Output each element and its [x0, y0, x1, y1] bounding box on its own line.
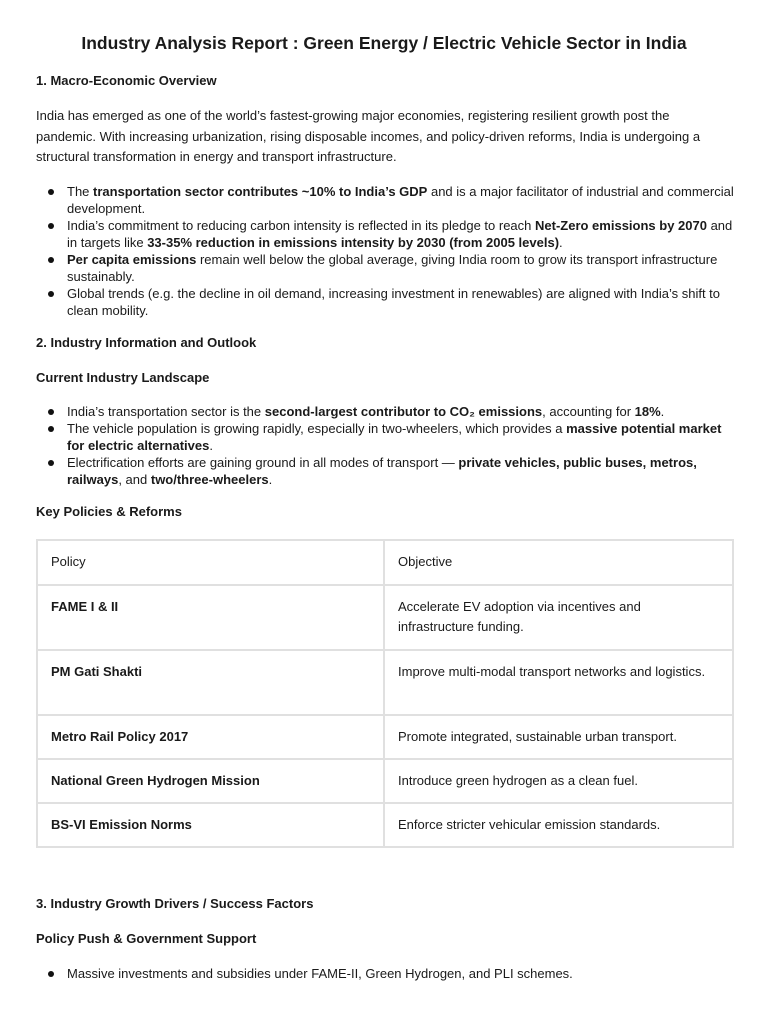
- policy-objective: Introduce green hydrogen as a clean fuel.: [384, 759, 733, 803]
- landscape-bullet-list: [36, 403, 736, 488]
- table-header-objective: Objective: [384, 540, 733, 585]
- text-run: , and: [118, 472, 151, 487]
- subheading-key-policies: Key Policies & Reforms: [36, 504, 182, 519]
- policy-objective: Accelerate EV adoption via incentives and infrastructure funding.: [384, 585, 733, 650]
- bold-text: 33-35% reduction in emissions intensity by 2030 (from 2005 levels): [147, 235, 560, 250]
- bold-text: transportation sector contributes ~10% to India’s GDP: [93, 184, 428, 199]
- text-run: The vehicle population is growing rapidly, especially in two-wheelers, which provides a: [67, 421, 567, 436]
- policy-name: National Green Hydrogen Mission: [37, 759, 384, 803]
- text-run: .: [209, 438, 213, 453]
- bold-text: massive potential market for electric alternatives: [67, 421, 722, 453]
- subheading-current-landscape: Current Industry Landscape: [36, 370, 210, 385]
- policy-name: FAME I & II: [37, 585, 384, 650]
- section-heading-macro: 1. Macro-Economic Overview: [36, 73, 217, 88]
- subheading-policy-push: Policy Push & Government Support: [36, 931, 257, 946]
- policy-objective: Improve multi-modal transport networks and logistics.: [384, 650, 733, 715]
- policy-objective: Promote integrated, sustainable urban transport.: [384, 715, 733, 759]
- text-run: Electrification efforts are gaining ground in all modes of transport —: [67, 455, 459, 470]
- list-item: [36, 454, 736, 488]
- text-run: .: [660, 404, 665, 419]
- text-run: .: [559, 235, 563, 250]
- bold-text: 18%: [634, 404, 661, 419]
- bold-text: Per capita emissions: [67, 252, 197, 267]
- text-run: Massive investments and subsidies under FAME-II, Green Hydrogen, and PLI schemes.: [67, 966, 573, 981]
- policy-table: [36, 539, 734, 848]
- policy-name: PM Gati Shakti: [37, 650, 384, 715]
- table-row: [37, 715, 733, 759]
- list-item: [36, 403, 736, 420]
- text-run: and in targets like: [67, 218, 733, 250]
- policy-name: Metro Rail Policy 2017: [37, 715, 384, 759]
- list-item: [36, 217, 736, 251]
- macro-bullet-list: [36, 183, 736, 319]
- policy-push-bullet-list: [36, 965, 736, 982]
- text-run: India’s commitment to reducing carbon intensity is reflected in its pledge to reach: [67, 218, 535, 233]
- text-run: , accounting for: [542, 404, 635, 419]
- macro-overview-paragraph: India has emerged as one of the world’s fastest-growing major economies, registering resilient growth post the pandemic. With increasing urbanization, rising disposable incomes, and policy-driven reforms, India is undergoing a structural transformation in energy and transport infrastructure.: [36, 108, 701, 164]
- report-title: Industry Analysis Report : Green Energy / Electric Vehicle Sector in India: [81, 33, 687, 53]
- section-heading-growth-drivers: 3. Industry Growth Drivers / Success Factors: [36, 896, 314, 911]
- text-run: The: [67, 184, 94, 199]
- table-row: [37, 650, 733, 715]
- table-row: [37, 803, 733, 847]
- policy-objective: Enforce stricter vehicular emission standards.: [384, 803, 733, 847]
- list-item: [36, 183, 736, 217]
- list-item: [36, 285, 736, 319]
- bold-text: second-largest contributor to CO₂ emissions: [264, 404, 543, 419]
- text-run: remain well below the global average, giving India room to grow its transport infrastructure sustainably.: [67, 252, 718, 284]
- table-header-policy: Policy: [37, 540, 384, 585]
- text-run: and is a major facilitator of industrial and commercial development.: [67, 184, 734, 216]
- table-row: [37, 585, 733, 650]
- list-item: [36, 251, 736, 285]
- bold-text: two/three-wheelers: [150, 472, 269, 487]
- list-item: [36, 965, 736, 982]
- section-heading-industry-info: 2. Industry Information and Outlook: [36, 335, 257, 350]
- table-row: [37, 759, 733, 803]
- text-run: Global trends (e.g. the decline in oil demand, increasing investment in renewables) are aligned with India’s shift to clean mobility.: [67, 286, 721, 318]
- bold-text: private vehicles, public buses, metros, railways: [67, 455, 697, 487]
- text-run: .: [268, 472, 273, 487]
- text-run: India’s transportation sector is the: [67, 404, 265, 419]
- table-header-row: [37, 540, 733, 585]
- list-item: [36, 420, 736, 454]
- policy-name: BS-VI Emission Norms: [37, 803, 384, 847]
- bold-text: Net-Zero emissions by 2070: [535, 218, 707, 233]
